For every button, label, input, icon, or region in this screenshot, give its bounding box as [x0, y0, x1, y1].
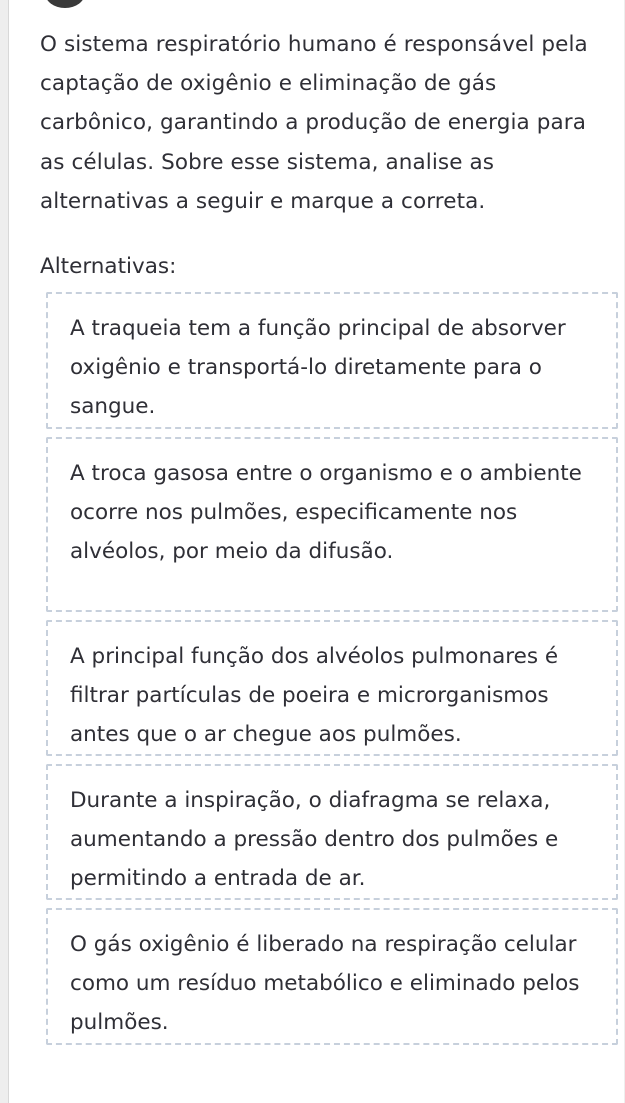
alternatives-label: Alternativas: [40, 254, 177, 279]
question-text: O sistema respiratório humano é responsável pela captação de oxigênio e eliminação de gás carbônico, garantindo a produção de energia para as células. Sobre esse sistema, analise as alternativas a seguir e marque a correta. [40, 32, 588, 214]
avatar [45, 0, 85, 8]
alternative-option-4[interactable] [46, 764, 618, 900]
alternative-option-2[interactable] [46, 437, 618, 612]
alternative-option-1[interactable] [46, 292, 618, 429]
alternative-text: O gás oxigênio é liberado na respiração celular como um resíduo metabólico e eliminado pelos pulmões. [70, 932, 580, 1036]
alternative-option-5[interactable] [46, 908, 618, 1045]
alternative-text: Durante a inspiração, o diafragma se relaxa, aumentando a pressão dentro dos pulmões e permitindo a entrada de ar. [70, 788, 559, 892]
question-card [8, 0, 624, 1103]
alternatives-list [46, 292, 618, 1053]
alternative-option-3[interactable] [46, 620, 618, 756]
alternative-text: A traqueia tem a função principal de absorver oxigênio e transportá-lo diretamente para o sangue. [70, 316, 566, 420]
alternative-text: A principal função dos alvéolos pulmonares é filtrar partículas de poeira e microrganismos antes que o ar chegue aos pulmões. [70, 644, 559, 748]
alternative-text: A troca gasosa entre o organismo e o ambiente ocorre nos pulmões, especificamente nos alvéolos, por meio da difusão. [70, 461, 582, 565]
